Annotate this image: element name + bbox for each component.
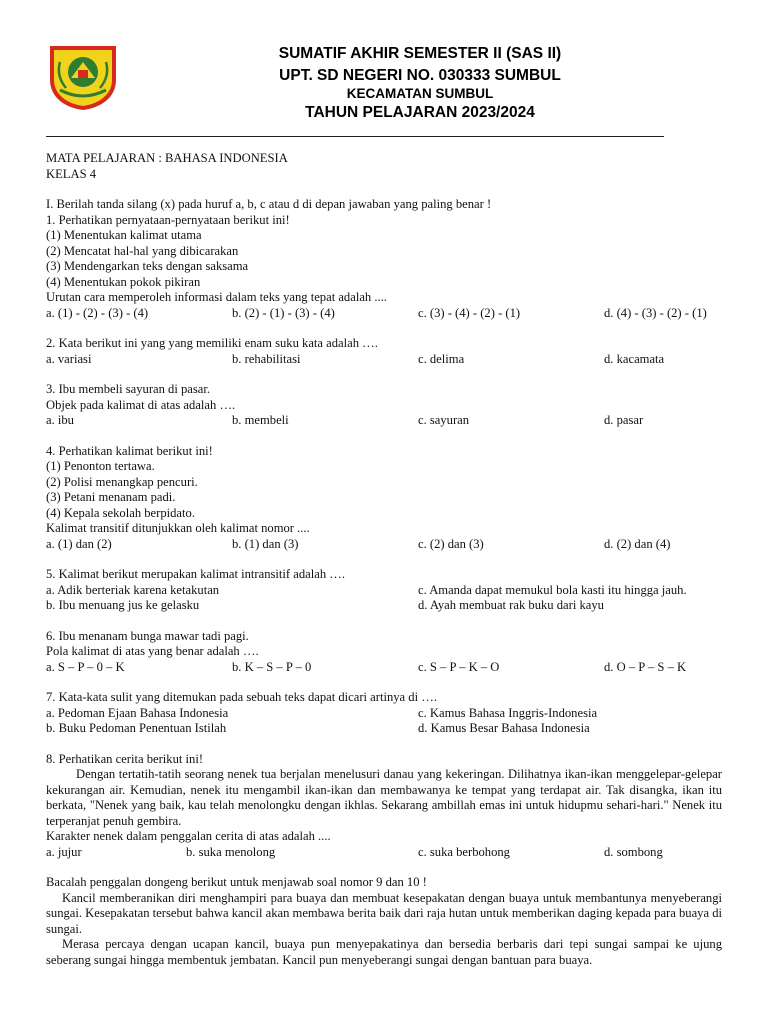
- question-4-item: (2) Polisi menangkap pencuri.: [46, 474, 198, 489]
- option-b[interactable]: b. Ibu menuang jus ke gelasku: [46, 598, 200, 612]
- option-c[interactable]: c. Amanda dapat memukul bola kasti itu hingga jauh.: [418, 582, 687, 597]
- question-1-item: (2) Mencatat hal-hal yang dibicarakan: [46, 243, 239, 258]
- grade-label: KELAS 4: [46, 166, 97, 181]
- option-c[interactable]: c. (3) - (4) - (2) - (1): [418, 305, 521, 320]
- option-d[interactable]: d. sombong: [604, 844, 663, 859]
- school-emblem-icon: [44, 40, 122, 112]
- question-8-prompt: Karakter nenek dalam penggalan cerita di atas adalah ....: [46, 829, 331, 843]
- question-6-stem: 6. Ibu menanam bunga mawar tadi pagi.: [46, 628, 249, 643]
- option-d[interactable]: d. (2) dan (4): [604, 536, 671, 551]
- option-a[interactable]: a. S – P – 0 – K: [46, 659, 125, 674]
- exam-body: [46, 151, 722, 968]
- option-a[interactable]: a. ibu: [46, 413, 74, 427]
- option-b[interactable]: b. membeli: [232, 413, 289, 427]
- story-intro: Bacalah penggalan dongeng berikut untuk menjawab soal nomor 9 dan 10 !: [46, 875, 427, 889]
- question-8-options: [46, 845, 722, 861]
- question-8-passage: Dengan tertatih-tatih seorang nenek tua berjalan menelusuri danau yang kekeringan. Dilihatnya ikan-ikan menggelepar-gelepar kekurangan air. Kemudian, nenek itu mengambil ikan-ikan dan membawanya ke tempat yang terdapat air. Tak disangka, ikan itu berkata, "Nenek yang baik, kau telah menolongku dengan ikhlas. Sekarang ambillah emas ini untuk hidupmu sehari-hari." Nenek itu terperanjat penuh gembira.: [46, 767, 722, 828]
- exam-title: SUMATIF AKHIR SEMESTER II (SAS II): [278, 45, 562, 62]
- story-paragraph-1: Kancil memberanikan diri menghampiri para buaya dan membuat kesepakatan dengan buaya untuk membantunya menyeberangi sungai. Kesepakatan tersebut bahwa kancil akan membawa berita baik dari raja hutan untuk memberikan daging kepada para buaya di sungai.: [46, 890, 722, 936]
- option-c[interactable]: c. S – P – K – O: [418, 659, 500, 674]
- option-a[interactable]: a. jujur: [46, 844, 82, 859]
- question-3-options: [46, 413, 722, 429]
- option-b[interactable]: b. rehabilitasi: [232, 351, 301, 366]
- option-c[interactable]: c. delima: [418, 351, 465, 366]
- question-1-item: (3) Mendengarkan teks dengan saksama: [46, 259, 249, 273]
- question-1-item: (4) Menentukan pokok pikiran: [46, 274, 201, 289]
- question-4-prompt: Kalimat transitif ditunjukkan oleh kalimat nomor ....: [46, 521, 310, 535]
- instruction-text: I. Berilah tanda silang (x) pada huruf a, b, c atau d di depan jawaban yang paling benar !: [46, 197, 492, 211]
- question-5-options-row1: [46, 583, 722, 599]
- option-b[interactable]: b. (1) dan (3): [232, 536, 299, 551]
- option-a[interactable]: a. (1) dan (2): [46, 536, 112, 551]
- question-1-stem: 1. Perhatikan pernyataan-pernyataan berikut ini!: [46, 212, 290, 227]
- school-name: UPT. SD NEGERI NO. 030333 SUMBUL: [279, 67, 561, 84]
- question-6-options: [46, 660, 722, 676]
- option-b[interactable]: b. (2) - (1) - (3) - (4): [232, 305, 335, 320]
- question-4-options: [46, 537, 722, 553]
- question-4-item: (4) Kepala sekolah berpidato.: [46, 505, 195, 520]
- question-7-stem: 7. Kata-kata sulit yang ditemukan pada sebuah teks dapat dicari artinya di ….: [46, 690, 437, 704]
- option-d[interactable]: d. Kamus Besar Bahasa Indonesia: [418, 721, 590, 735]
- question-5-options-row2: [46, 598, 722, 614]
- document-header: [0, 0, 768, 140]
- option-a[interactable]: a. Pedoman Ejaan Bahasa Indonesia: [46, 705, 229, 720]
- question-7-options-row1: [46, 706, 722, 722]
- question-4-item: (1) Penonton tertawa.: [46, 459, 155, 473]
- question-1-prompt: Urutan cara memperoleh informasi dalam teks yang tepat adalah ....: [46, 290, 387, 304]
- option-a[interactable]: a. Adik berteriak karena ketakutan: [46, 582, 220, 597]
- district-name: KECAMATAN SUMBUL: [346, 86, 494, 101]
- question-2-options: [46, 352, 722, 368]
- question-1-item: (1) Menentukan kalimat utama: [46, 228, 202, 242]
- question-6-prompt: Pola kalimat di atas yang benar adalah ….: [46, 644, 259, 658]
- question-2-stem: 2. Kata berikut ini yang yang memiliki enam suku kata adalah ….: [46, 336, 378, 350]
- academic-year: TAHUN PELAJARAN 2023/2024: [305, 104, 535, 121]
- option-c[interactable]: c. Kamus Bahasa Inggris-Indonesia: [418, 705, 598, 720]
- option-d[interactable]: d. O – P – S – K: [604, 659, 687, 674]
- option-c[interactable]: c. sayuran: [418, 413, 470, 427]
- option-b[interactable]: b. suka menolong: [186, 844, 276, 859]
- option-d[interactable]: d. Ayah membuat rak buku dari kayu: [418, 598, 604, 612]
- option-d[interactable]: d. kacamata: [604, 351, 665, 366]
- question-4-item: (3) Petani menanam padi.: [46, 490, 176, 504]
- option-b[interactable]: b. Buku Pedoman Penentuan Istilah: [46, 721, 227, 735]
- option-d[interactable]: d. (4) - (3) - (2) - (1): [604, 305, 707, 320]
- question-3-prompt: Objek pada kalimat di atas adalah ….: [46, 397, 236, 412]
- question-5-stem: 5. Kalimat berikut merupakan kalimat intransitif adalah ….: [46, 567, 346, 581]
- question-3-stem: 3. Ibu membeli sayuran di pasar.: [46, 382, 211, 396]
- option-a[interactable]: a. (1) - (2) - (3) - (4): [46, 305, 149, 320]
- option-b[interactable]: b. K – S – P – 0: [232, 659, 312, 674]
- question-4-stem: 4. Perhatikan kalimat berikut ini!: [46, 443, 213, 458]
- question-1-options: [46, 306, 722, 322]
- story-paragraph-2: Merasa percaya dengan ucapan kancil, buaya pun menyepakatinya dan bersedia berbaris dari tepi sungai sampai ke ujung seberang sungai hingga membentuk jembatan. Kancil pun menyeberangi sungai dengan bantuan para buaya.: [46, 937, 722, 967]
- option-c[interactable]: c. (2) dan (3): [418, 536, 484, 551]
- header-divider: [46, 136, 664, 137]
- question-7-options-row2: [46, 721, 722, 737]
- option-a[interactable]: a. variasi: [46, 351, 92, 366]
- option-c[interactable]: c. suka berbohong: [418, 844, 510, 859]
- option-d[interactable]: d. pasar: [604, 413, 644, 427]
- question-8-stem: 8. Perhatikan cerita berikut ini!: [46, 751, 204, 766]
- subject-label: MATA PELAJARAN : BAHASA INDONESIA: [46, 151, 288, 165]
